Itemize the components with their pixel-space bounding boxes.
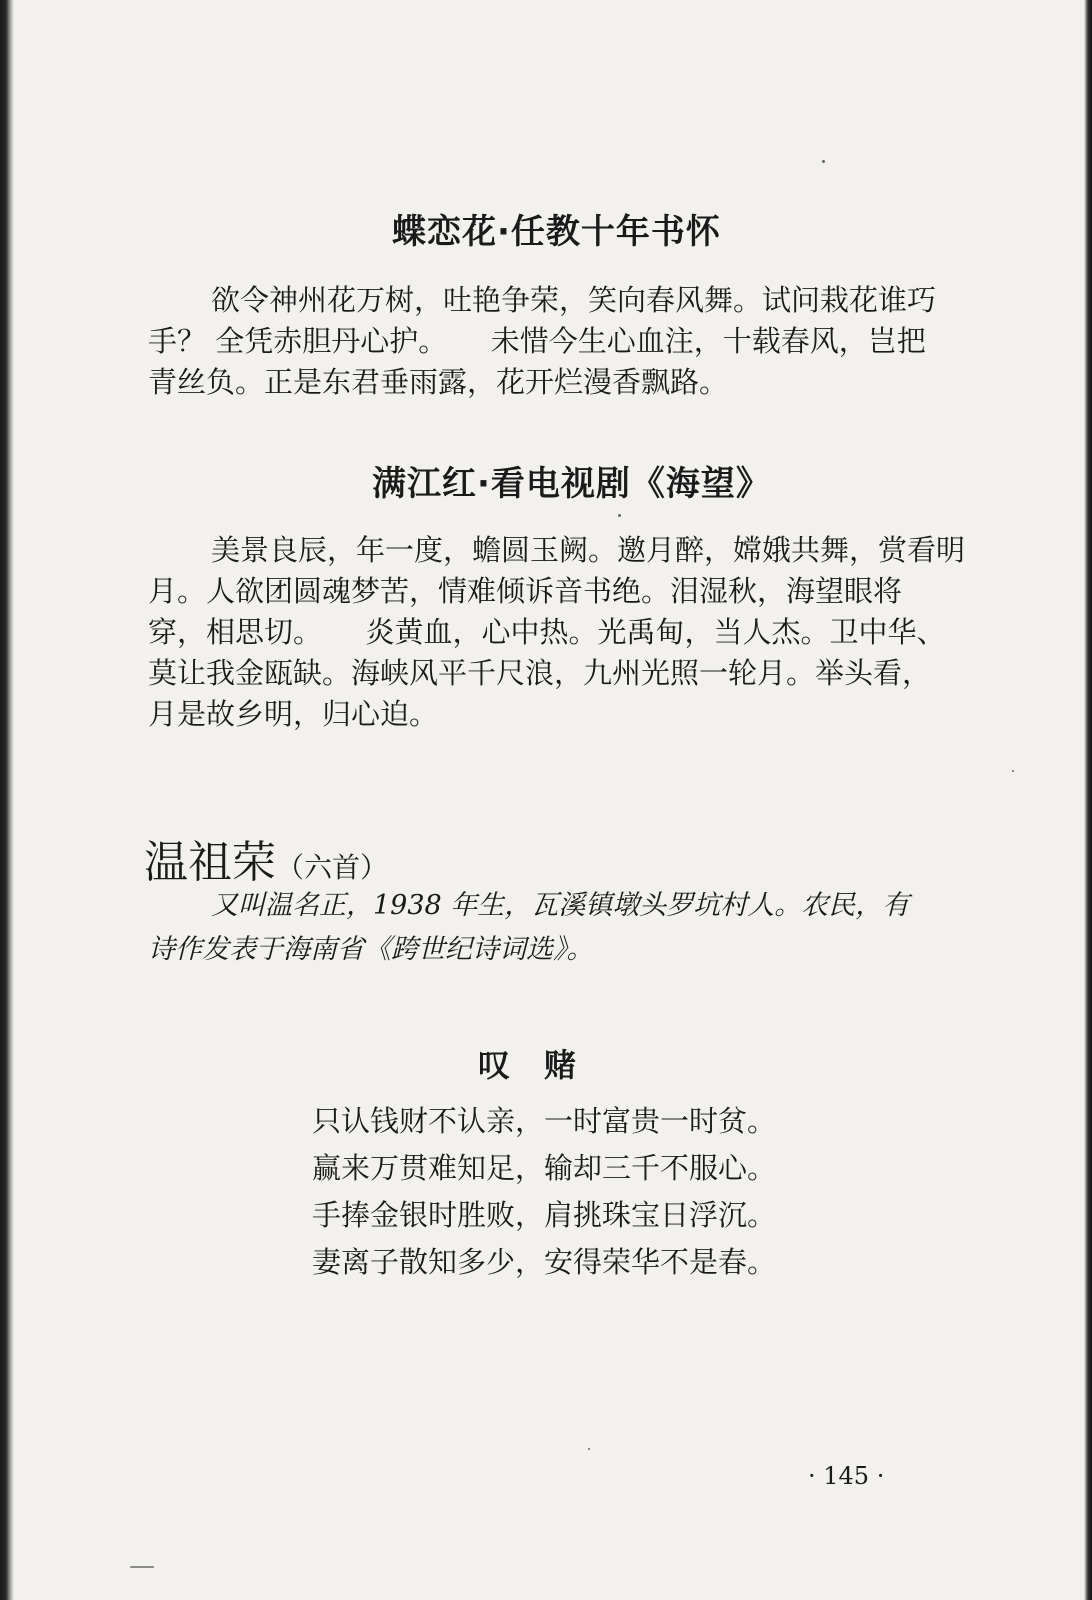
poem-1-line: 青丝负。正是东君垂雨露，花开烂漫香飘路。 — [148, 365, 729, 399]
poem-title-1: 蝶恋花·任教十年书怀 — [392, 212, 721, 252]
scan-speck — [618, 514, 621, 517]
poem-1-line: 手？ 全凭赤胆丹心护。 未惜今生心血注，十载春风，岂把 — [148, 324, 926, 358]
author-bio — [148, 884, 909, 972]
poem-2-line: 穿，相思切。 炎黄血，心中热。光禹甸，当人杰。卫中华、 — [148, 615, 946, 649]
verse-line: 赢来万贯难知足，输却三千不服心。 — [312, 1151, 777, 1185]
scan-edge-left — [0, 0, 14, 1600]
poem-1-line: 欲令神州花万树，吐艳争荣，笑向春风舞。试问栽花谁巧 — [211, 283, 937, 317]
poem-body-3 — [312, 1098, 776, 1286]
author-heading — [144, 826, 388, 890]
poem-2-line: 莫让我金瓯缺。海峡风平千尺浪，九州光照一轮月。举头看， — [148, 656, 932, 690]
scan-speck — [822, 160, 825, 163]
scan-speck — [588, 1448, 590, 1450]
poem-2-line: 月是故乡明，归心迫。 — [148, 697, 439, 731]
poem-body-1 — [148, 280, 936, 403]
verse-line: 只认钱财不认亲，一时富贵一时贫。 — [312, 1104, 777, 1138]
poem-2-line: 月。人欲团圆魂梦苦，情难倾诉音书绝。泪湿秋，海望眼将 — [148, 574, 903, 608]
scan-speck — [130, 1566, 154, 1568]
poem-title-2: 满江红·看电视剧《海望》 — [372, 464, 771, 504]
page-number: · 145 · — [808, 1462, 885, 1490]
scan-speck — [1012, 770, 1014, 772]
author-name: 温祖荣 — [144, 837, 276, 888]
verse-line: 手捧金银时胜败，肩挑珠宝日浮沉。 — [312, 1198, 777, 1232]
scan-edge-right — [1084, 0, 1092, 1600]
poem-title-3: 叹 赌 — [478, 1046, 578, 1084]
bio-line: 又叫温名正，1938 年生，瓦溪镇墩头罗坑村人。农民，有 — [211, 890, 910, 921]
poem-body-2 — [148, 530, 965, 735]
verse-line: 妻离子散知多少，安得荣华不是春。 — [312, 1245, 777, 1279]
poem-2-line: 美景良辰，年一度，蟾圆玉阙。邀月醉，嫦娥共舞，赏看明 — [211, 533, 966, 567]
bio-line: 诗作发表于海南省《跨世纪诗词选》。 — [148, 934, 594, 965]
author-poem-count: （六首） — [276, 851, 389, 884]
